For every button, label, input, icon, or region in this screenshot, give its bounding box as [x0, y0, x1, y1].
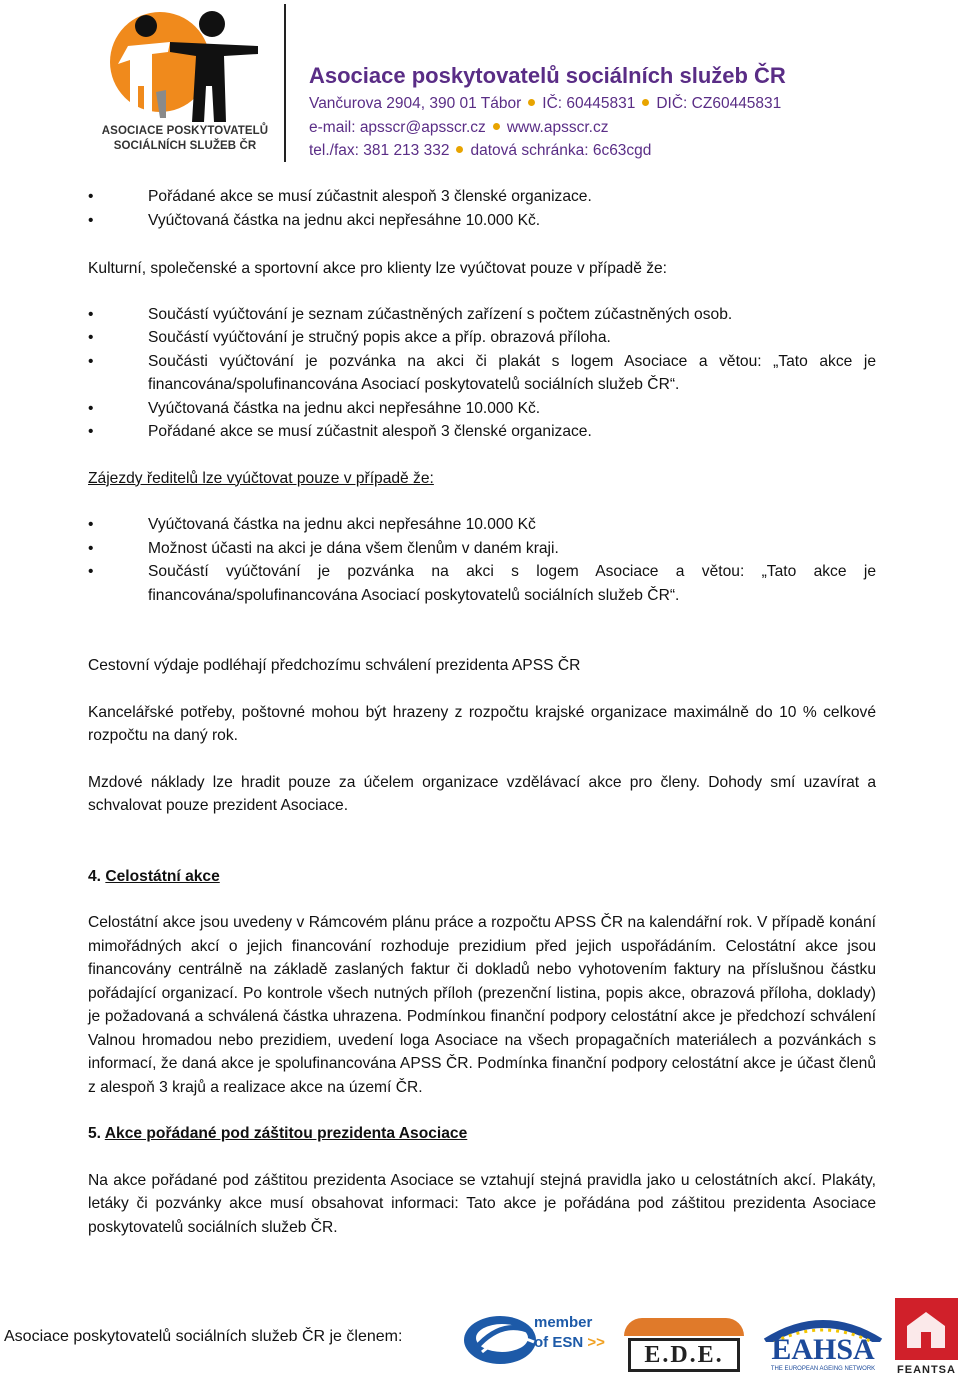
- esn-member-text: member: [534, 1314, 593, 1331]
- esn-of-text: of ESN: [534, 1334, 584, 1351]
- bullet-icon: •: [88, 352, 94, 370]
- section-5-title: Akce pořádané pod záštitou prezidenta Asociace: [104, 1125, 468, 1142]
- membership-footer: [0, 1290, 960, 1385]
- apss-logo-figures-icon: [108, 4, 263, 124]
- feantsa-house-icon: [893, 1298, 960, 1360]
- culture-heading: Kulturní, společenské a sportovní akce pro klienty lze vyúčtovat pouze v případě že:: [88, 260, 668, 277]
- bullet-icon: •: [88, 516, 94, 533]
- list-item: [88, 350, 876, 397]
- top-bullet-list: [88, 185, 876, 232]
- feantsa-logo: [893, 1298, 960, 1380]
- bullet-dot-icon: [493, 123, 500, 130]
- org-dic: DIČ: CZ60445831: [656, 95, 782, 112]
- eahsa-subtitle: THE EUROPEAN AGEING NETWORK: [770, 1366, 876, 1372]
- org-databox: datová schránka: 6c63cgd: [470, 142, 652, 159]
- org-address-line: [309, 92, 949, 116]
- apss-logo: [100, 0, 270, 165]
- list-item-text: Součástí vyúčtování je pozvánka na akci s logem Asociace a větou: „Tato akce je financována/spolufinancována Asociací poskytovatelů sociálních služeb ČR“.: [148, 563, 876, 604]
- list-item: [88, 397, 876, 421]
- section-4-text: Celostátní akce jsou uvedeny v Rámcovém plánu práce a rozpočtu APSS ČR na kalendářní rok. V případě konání mimořádných akcí o jejich financování rozhoduje prezidium před jejich uspořádáním. Celostátní akce jsou financovány centrálně na základě zaslaných faktur či dokladů nebo vyhotovením faktury na příslušnou částku pořádající organizací. Po kontrole všech nutných příloh (prezenční listina, popis akce, obrazová příloha, doklady) je požadovaná a schválená částka uhrazena. Podmínkou finanční podpory celostátní akce je předchozí schválení Valnou hromadou nebo prezidiem, uvedení loga Asociace na všech propagačních materiálech a pozvánkách s informací, že daná akce je spolufinancována APSS ČR. Podmínka finanční podpory celostátní akce je účast členů z alespoň 3 krajů a realizace akce na území ČR.: [88, 914, 876, 1096]
- list-item: [88, 326, 876, 350]
- bullet-icon: •: [88, 539, 94, 557]
- section-5-text: Na akce pořádané pod záštitou prezidenta Asociace se vztahují stejná pravidla jako u celostátních akcí. Plakáty, letáky či pozvánky akce musí obsahovat informaci: Tato akce je pořádána pod záštitou prezidenta Asociace poskytovatelů sociálních služeb ČR.: [88, 1171, 876, 1236]
- list-item-text: Vyúčtovaná částka na jednu akci nepřesáhne 10.000 Kč: [148, 516, 536, 533]
- list-item: [88, 537, 876, 561]
- eahsa-text: EAHSA: [771, 1333, 875, 1366]
- list-item-text: Vyúčtovaná částka na jednu akci nepřesáhne 10.000 Kč.: [148, 211, 541, 229]
- office-supplies-paragraph: Kancelářské potřeby, poštovné mohou být hrazeny z rozpočtu krajské organizace maximálně do 10 % celkové rozpočtu na daný rok.: [88, 703, 876, 744]
- list-item-text: Pořádané akce se musí zúčastnit alespoň 3 členské organizace.: [148, 188, 592, 205]
- bullet-icon: •: [88, 305, 94, 323]
- bullet-icon: •: [88, 329, 94, 346]
- list-item-text: Možnost účasti na akci je dána všem členům v daném kraji.: [148, 539, 559, 557]
- org-name: Asociace poskytovatelů sociálních služeb ČR: [309, 63, 786, 88]
- section-4-title: Celostátní akce: [105, 867, 220, 885]
- org-contact-line: [309, 116, 949, 140]
- list-item: [88, 185, 876, 209]
- list-item-text: Součástí vyúčtování je stručný popis akce a příp. obrazová příloha.: [148, 329, 611, 346]
- logo-caption-line2: SOCIÁLNÍCH SLUŽEB ČR: [113, 140, 257, 152]
- bullet-dot-icon: [642, 99, 649, 106]
- eahsa-logo: [760, 1316, 886, 1378]
- org-phone-line: [309, 139, 949, 163]
- list-item-text: Pořádané akce se musí zúčastnit alespoň 3 členské organizace.: [148, 423, 592, 440]
- ede-text: E.D.E.: [628, 1338, 740, 1372]
- org-web[interactable]: www.apsscr.cz: [506, 118, 609, 136]
- organization-info: [309, 60, 949, 163]
- bullet-icon: •: [88, 563, 94, 580]
- section-5-heading: [88, 1122, 876, 1146]
- logo-caption-line1: ASOCIACE POSKYTOVATELŮ: [101, 125, 269, 137]
- membership-label: Asociace poskytovatelů sociálních služeb ČR je členem:: [4, 1328, 403, 1345]
- ede-logo: [624, 1318, 744, 1378]
- trips-bullet-list: [88, 513, 876, 607]
- list-item: [88, 420, 876, 444]
- bullet-icon: •: [88, 423, 94, 440]
- logo-caption: [100, 124, 270, 154]
- section-5-number: 5.: [88, 1125, 102, 1142]
- esn-logo: [462, 1308, 612, 1370]
- ede-arch-icon: [624, 1318, 744, 1336]
- wage-costs-paragraph: Mzdové náklady lze hradit pouze za účelem organizace vzdělávací akce pro členy. Dohody smí uzavírat a schvalovat pouze prezident Asociace.: [88, 773, 876, 814]
- list-item-text: Vyúčtovaná částka na jednu akci nepřesáhne 10.000 Kč.: [148, 399, 541, 417]
- feantsa-text: FEANTSA: [897, 1364, 956, 1376]
- section-4-number: 4.: [88, 867, 102, 885]
- travel-expenses-paragraph: Cestovní výdaje podléhají předchozímu schválení prezidenta APSS ČR: [88, 657, 581, 674]
- bullet-icon: •: [88, 211, 94, 229]
- org-ic: IČ: 60445831: [542, 95, 636, 112]
- section-4-heading: [88, 865, 876, 889]
- bullet-dot-icon: [456, 146, 463, 153]
- list-item-text: Součástí vyúčtování je seznam zúčastněných zařízení s počtem zúčastněných osob.: [148, 305, 733, 323]
- esn-arrows: >>: [587, 1334, 605, 1351]
- header-divider: [284, 4, 286, 162]
- bullet-dot-icon: [528, 99, 535, 106]
- org-address: Vančurova 2904, 390 01 Tábor: [309, 95, 522, 112]
- document-body: [88, 185, 876, 1239]
- bullet-icon: •: [88, 188, 94, 205]
- bullet-icon: •: [88, 399, 94, 417]
- org-email[interactable]: e-mail: apsscr@apsscr.cz: [309, 118, 486, 136]
- list-item: [88, 560, 876, 607]
- list-item-text: Součásti vyúčtování je pozvánka na akci či plakát s logem Asociace a větou: „Tato akce je financována/spolufinancována Asociací poskytovatelů sociálních služeb ČR“.: [148, 352, 876, 393]
- list-item: [88, 303, 876, 327]
- list-item: [88, 513, 876, 537]
- org-tel: tel./fax: 381 213 332: [309, 142, 450, 159]
- esn-of-esn: [534, 1334, 605, 1351]
- letterhead: [0, 0, 960, 170]
- list-item: [88, 209, 876, 233]
- culture-bullet-list: [88, 303, 876, 444]
- trips-heading: Zájezdy ředitelů lze vyúčtovat pouze v případě že:: [88, 469, 434, 487]
